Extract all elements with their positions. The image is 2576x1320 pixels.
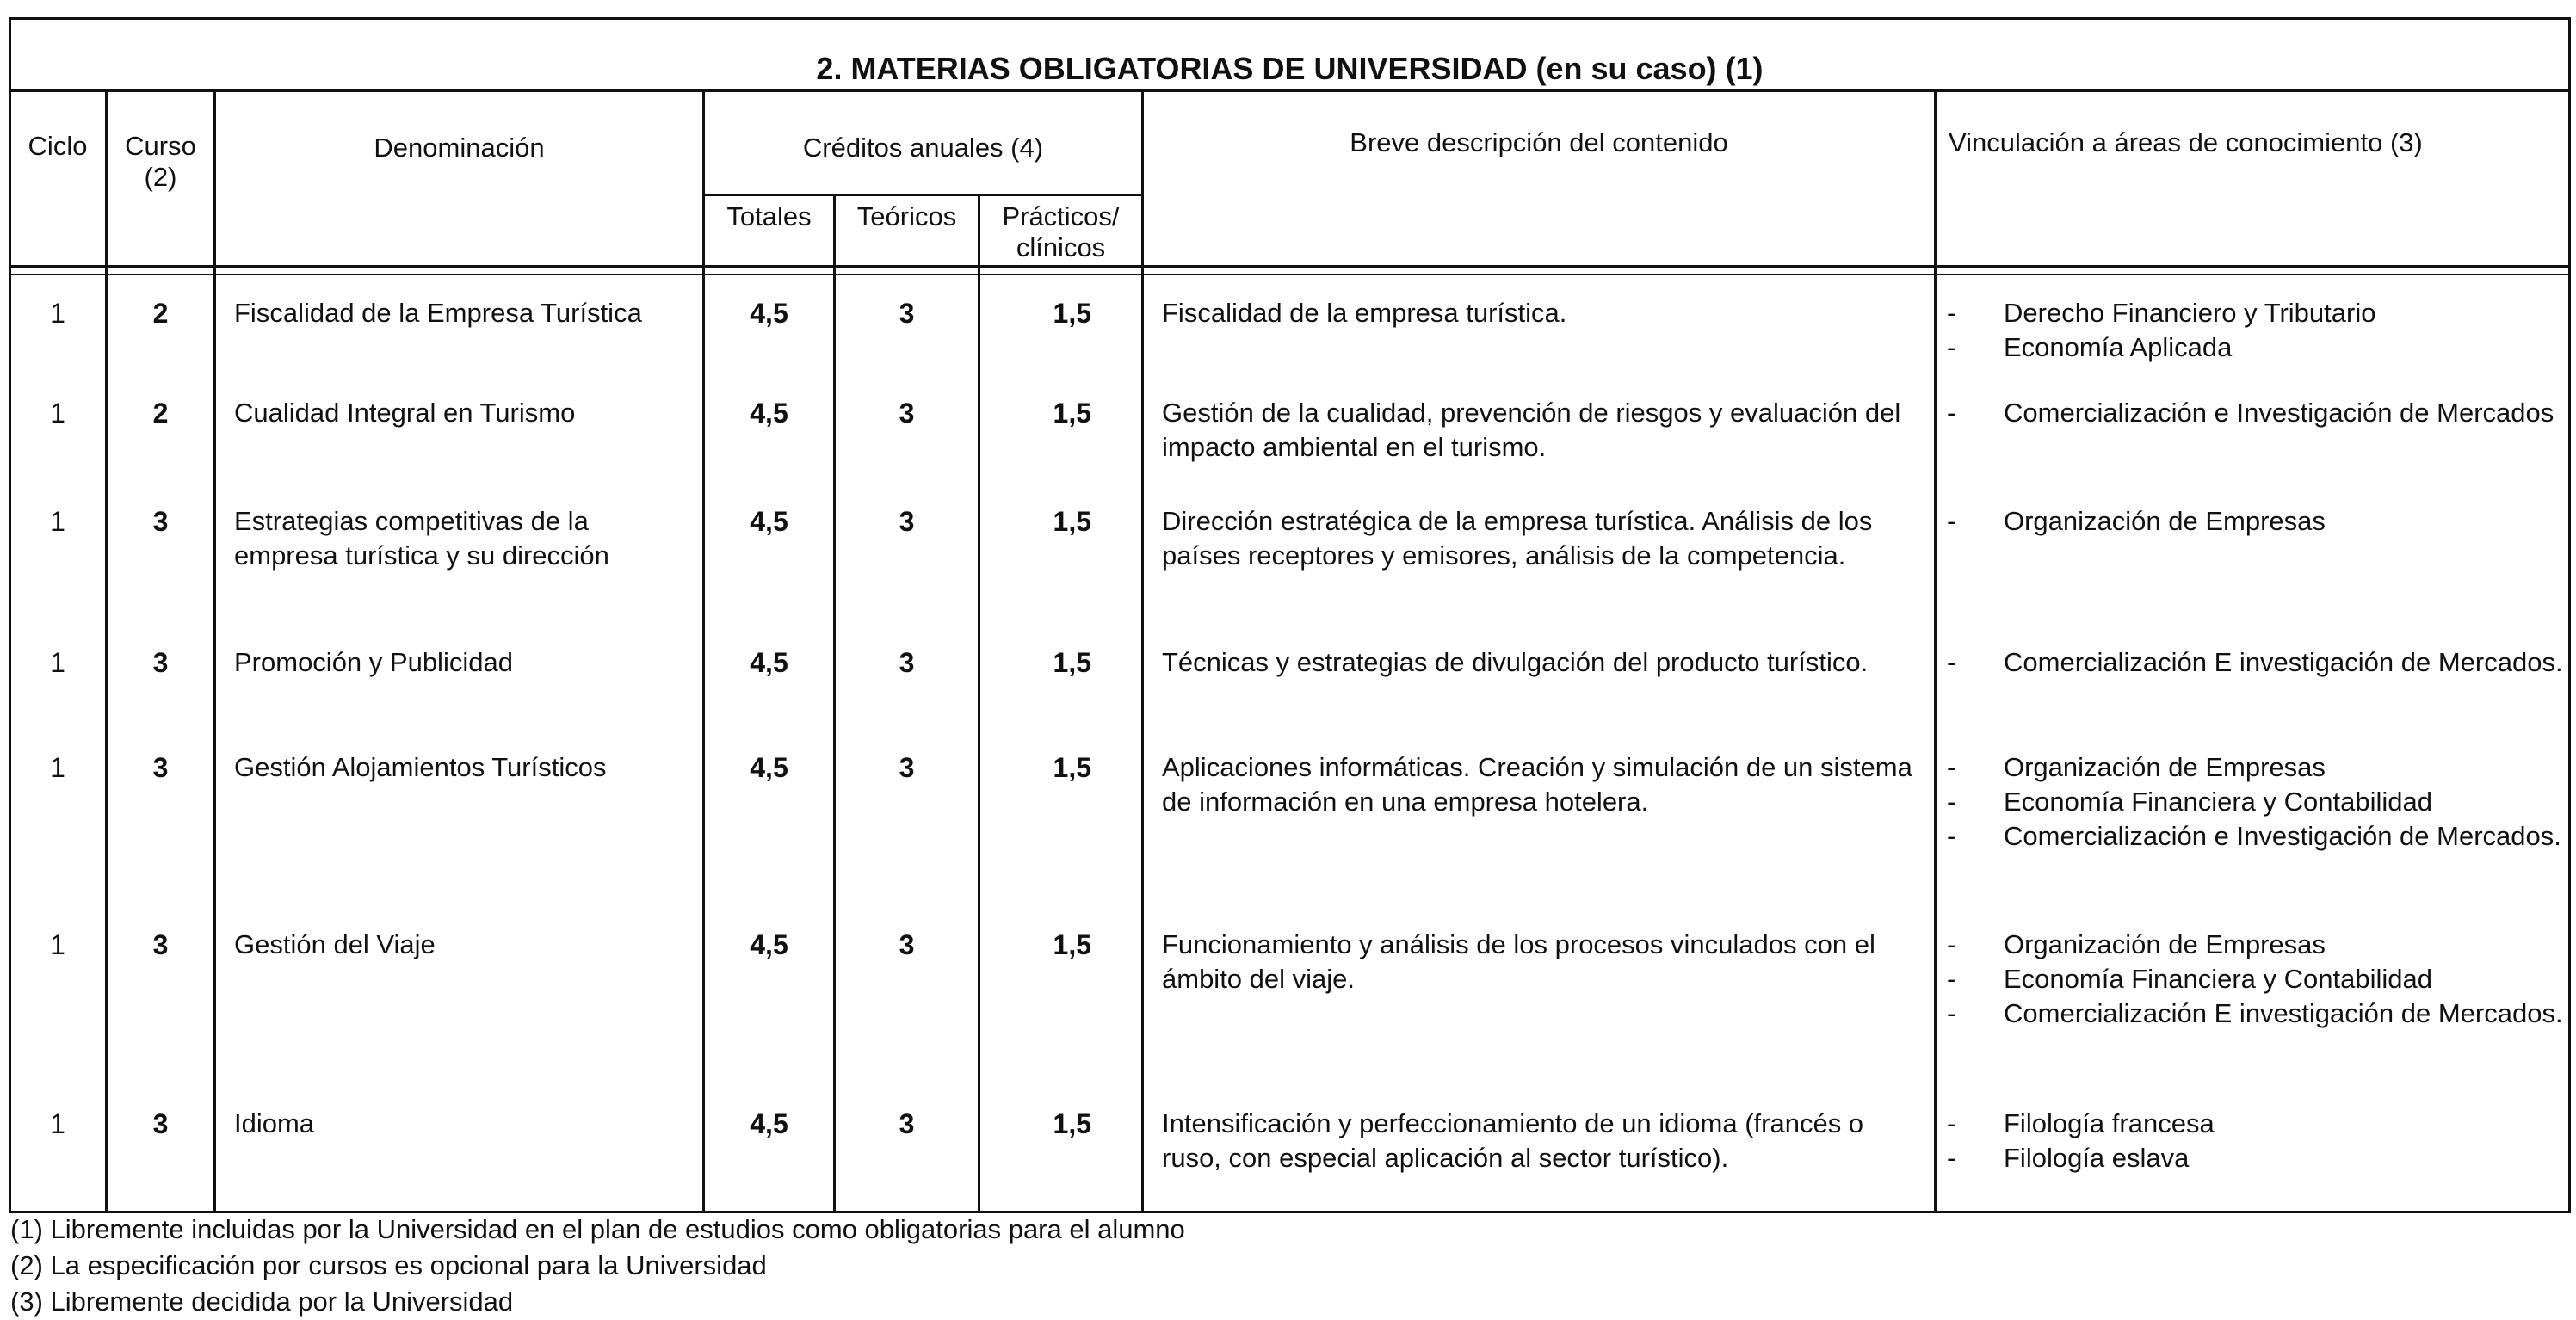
- area-item: [1937, 962, 2567, 996]
- cell-denominacion: [234, 645, 699, 680]
- area-label: Comercialización E investigación de Mercados.: [2004, 647, 2563, 677]
- header-curso: [108, 131, 213, 193]
- area-item: [1937, 1107, 2567, 1141]
- area-label: Filología francesa: [2004, 1108, 2215, 1138]
- cell-teoricos: 3: [899, 298, 915, 329]
- cell-ciclo: 1: [50, 506, 65, 537]
- cell-practicos: 1,5: [1053, 752, 1091, 783]
- area-dash: -: [1947, 1143, 1956, 1173]
- divider: [9, 89, 2571, 92]
- cell-descripcion: Funcionamiento y análisis de los procesos vinculados con el ámbito del viaje.: [1162, 929, 1875, 994]
- area-item: [1937, 785, 2567, 819]
- cell-practicos: 1,5: [1053, 929, 1091, 960]
- cell-totales: 4,5: [750, 398, 788, 429]
- cell-teoricos: 3: [899, 929, 915, 960]
- cell-vinculacion: [1937, 750, 2567, 854]
- cell-teoricos: 3: [899, 752, 915, 783]
- header-practicos-line2: clínicos: [1016, 232, 1106, 262]
- area-dash: -: [1947, 929, 1956, 959]
- area-label: Economía Financiera y Contabilidad: [2004, 786, 2432, 817]
- denominacion-line: empresa turística y su dirección: [234, 540, 609, 571]
- cell-ciclo: 1: [50, 298, 65, 329]
- cell-teoricos: 3: [899, 506, 915, 537]
- cell-vinculacion: [1937, 396, 2567, 430]
- header-descripcion: Breve descripción del contenido: [1350, 127, 1728, 157]
- cell-practicos: 1,5: [1053, 298, 1091, 329]
- area-label: Comercialización e Investigación de Mercados.: [2004, 821, 2561, 851]
- cell-descripcion: Fiscalidad de la empresa turística.: [1162, 298, 1567, 328]
- cell-totales: 4,5: [750, 647, 788, 678]
- cell-descripcion: Aplicaciones informáticas. Creación y simulación de un sistema de información en una empresa hotelera.: [1162, 752, 1912, 817]
- area-item: [1937, 396, 2567, 430]
- cell-curso: 3: [152, 929, 169, 960]
- divider: [1141, 89, 1144, 1213]
- cell-descripcion: Gestión de la cualidad, prevención de riesgos y evaluación del impacto ambiental en el turismo.: [1162, 398, 1901, 462]
- denominacion-line: Fiscalidad de la Empresa Turística: [234, 298, 642, 328]
- denominacion-line: Idioma: [234, 1108, 315, 1138]
- cell-vinculacion: [1937, 296, 2567, 365]
- area-dash: -: [1947, 298, 1956, 328]
- cell-practicos: 1,5: [1053, 1108, 1091, 1139]
- cell-practicos: 1,5: [1053, 506, 1091, 537]
- cell-totales: 4,5: [750, 506, 788, 537]
- area-item: [1937, 504, 2567, 539]
- area-label: Comercialización E investigación de Mercados.: [2004, 998, 2563, 1028]
- area-item: [1937, 996, 2567, 1031]
- cell-totales: 4,5: [750, 1108, 788, 1139]
- cell-descripcion: Intensificación y perfeccionamiento de un idioma (francés o ruso, con especial aplicación al sector turístico).: [1162, 1108, 1864, 1173]
- cell-teoricos: 3: [899, 398, 915, 429]
- area-label: Organización de Empresas: [2004, 506, 2326, 536]
- area-dash: -: [1947, 1108, 1956, 1138]
- denominacion-line: Cualidad Integral en Turismo: [234, 398, 576, 428]
- cell-curso: 3: [152, 506, 169, 537]
- header-vinculacion: Vinculación a áreas de conocimiento (3): [1949, 127, 2423, 157]
- area-dash: -: [1947, 398, 1956, 428]
- area-dash: -: [1947, 332, 1956, 362]
- cell-curso: 2: [152, 398, 169, 429]
- divider: [213, 89, 216, 1213]
- area-item: [1937, 819, 2567, 854]
- area-item: [1937, 330, 2567, 365]
- area-item: [1937, 750, 2567, 785]
- cell-ciclo: 1: [50, 1108, 65, 1139]
- cell-denominacion: [234, 504, 699, 573]
- area-dash: -: [1947, 964, 1956, 994]
- header-creditos: Créditos anuales (4): [802, 133, 1044, 163]
- cell-totales: 4,5: [750, 752, 788, 783]
- cell-ciclo: 1: [50, 929, 65, 960]
- denominacion-line: Estrategias competitivas de la: [234, 506, 589, 536]
- area-label: Comercialización e Investigación de Mercados: [2004, 398, 2554, 428]
- area-label: Derecho Financiero y Tributario: [2004, 298, 2376, 328]
- cell-curso: 2: [152, 298, 169, 329]
- cell-descripcion: Dirección estratégica de la empresa turística. Análisis de los países receptores y emisores, análisis de la competencia.: [1162, 506, 1873, 571]
- area-item: [1937, 1141, 2567, 1175]
- cell-totales: 4,5: [750, 929, 788, 960]
- cell-denominacion: [234, 750, 699, 785]
- area-item: [1937, 296, 2567, 330]
- area-label: Organización de Empresas: [2004, 929, 2326, 959]
- cell-curso: 3: [152, 1108, 169, 1139]
- area-dash: -: [1947, 998, 1956, 1028]
- cell-curso: 3: [152, 752, 169, 783]
- footnote-2: (2) La especificación por cursos es opcional para la Universidad: [10, 1250, 767, 1280]
- area-dash: -: [1947, 647, 1956, 677]
- denominacion-line: Gestión Alojamientos Turísticos: [234, 752, 607, 782]
- cell-denominacion: [234, 396, 699, 430]
- cell-teoricos: 3: [899, 647, 915, 678]
- footnote-3: (3) Libremente decidida por la Universidad: [10, 1286, 514, 1317]
- cell-denominacion: [234, 928, 699, 962]
- header-practicos: [980, 201, 1141, 263]
- cell-vinculacion: [1937, 928, 2567, 1031]
- area-label: Economía Financiera y Contabilidad: [2004, 964, 2432, 994]
- header-curso-line2: (2): [144, 162, 177, 192]
- table-frame: [9, 17, 2571, 1213]
- area-dash: -: [1947, 786, 1956, 817]
- footnote-1: (1) Libremente incluidas por la Universidad en el plan de estudios como obligatorias para el alumno: [10, 1214, 1185, 1244]
- cell-vinculacion: [1937, 1107, 2567, 1175]
- cell-practicos: 1,5: [1053, 398, 1091, 429]
- header-totales: Totales: [726, 201, 812, 231]
- cell-vinculacion: [1937, 504, 2567, 539]
- header-denominacion: Denominación: [374, 133, 545, 163]
- cell-practicos: 1,5: [1053, 647, 1091, 678]
- area-label: Filología eslava: [2004, 1143, 2190, 1173]
- cell-totales: 4,5: [750, 298, 788, 329]
- table-title: 2. MATERIAS OBLIGATORIAS DE UNIVERSIDAD (en su caso) (1): [816, 51, 1764, 86]
- cell-curso: 3: [152, 647, 169, 678]
- header-teoricos: Teóricos: [856, 201, 957, 231]
- header-ciclo: Ciclo: [28, 131, 88, 161]
- area-dash: -: [1947, 752, 1956, 782]
- divider: [9, 274, 2571, 275]
- area-dash: -: [1947, 821, 1956, 851]
- cell-ciclo: 1: [50, 752, 65, 783]
- divider: [704, 194, 1143, 196]
- area-item: [1937, 928, 2567, 962]
- area-label: Economía Aplicada: [2004, 332, 2233, 362]
- cell-ciclo: 1: [50, 398, 65, 429]
- cell-ciclo: 1: [50, 647, 65, 678]
- cell-denominacion: [234, 296, 699, 330]
- divider: [9, 265, 2571, 268]
- denominacion-line: Gestión del Viaje: [234, 929, 436, 959]
- divider: [833, 194, 836, 1213]
- cell-vinculacion: [1937, 645, 2567, 680]
- header-practicos-line1: Prácticos/: [1002, 201, 1120, 231]
- cell-descripcion: Técnicas y estrategias de divulgación del producto turístico.: [1162, 647, 1869, 677]
- header-curso-line1: Curso: [125, 131, 196, 161]
- divider: [978, 194, 980, 1213]
- cell-teoricos: 3: [899, 1108, 915, 1139]
- area-item: [1937, 645, 2567, 680]
- cell-denominacion: [234, 1107, 699, 1141]
- area-label: Organización de Empresas: [2004, 752, 2326, 782]
- denominacion-line: Promoción y Publicidad: [234, 647, 513, 677]
- area-dash: -: [1947, 506, 1956, 536]
